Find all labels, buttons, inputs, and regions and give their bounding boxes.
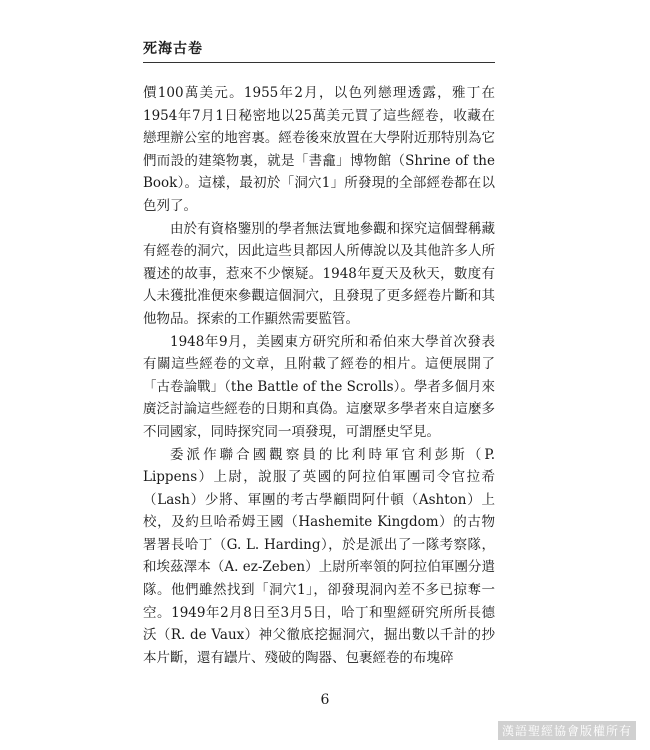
paragraph-2: 由於有資格鑒別的學者無法實地參觀和探究這個聲稱藏有經卷的洞穴，因此這些貝都因人所傳說以及其他許多人所覆述的故事，惹來不少懷疑。1948年夏天及秋天，數度有人未獲批准便來參觀這個洞穴，且發現了更多經卷片斷和其他物品。探索的工作顯然需要監管。 [143, 220, 495, 327]
header-rule [143, 62, 495, 63]
copyright-watermark: 漢語聖經協會版權所有 [498, 721, 636, 740]
paragraph-4: 委派作聯合國觀察員的比利時軍官利彭斯（P. Lippens）上尉，說服了英國的阿拉伯軍團司令官拉希（Lash）少將、軍團的考古學顧問阿什頓（Ashton）上校，及約旦哈希姆王國（Hashemite Kingdom）的古物署署長哈丁（G. L. Harding），於是派出了一隊考察隊，和埃茲澤本（A. ez-Zeben）上尉所率領的阿拉伯軍團分遣隊。他們雖然找到「洞穴1」，卻發現洞內差不多已掠奪一空。1949年2月8日至3月5日，哈丁和聖經研究所所長德沃（R. de Vaux）神父徹底挖掘洞穴，掘出數以千計的抄本片斷，還有罎片、殘破的陶器、包裹經卷的布塊碎 [143, 446, 495, 666]
running-header: 死海古卷 [143, 41, 203, 57]
paragraph-1: 價100萬美元。1955年2月，以色列戀理透露，雅丁在1954年7月1日秘密地以25萬美元買了這些經卷，收藏在戀理辦公室的地窖裏。經卷後來放置在大學附近那特別為它們而設的建築物裏，就是「書龕」博物館（Shrine of the Book）。這樣，最初於「洞穴1」所發現的全部經卷都在以色列了。 [143, 85, 495, 214]
page-number: 6 [320, 692, 330, 708]
body-text [143, 82, 495, 669]
paragraph-3: 1948年9月，美國東方研究所和希伯來大學首次發表有關這些經卷的文章，且附載了經卷的相片。這便展開了「古卷論戰」（the Battle of the Scrolls）。學者多個月來廣泛討論這些經卷的日期和真偽。這麼眾多學者來自這麼多不同國家，同時探究同一項發現，可謂歷史罕見。 [143, 333, 495, 440]
